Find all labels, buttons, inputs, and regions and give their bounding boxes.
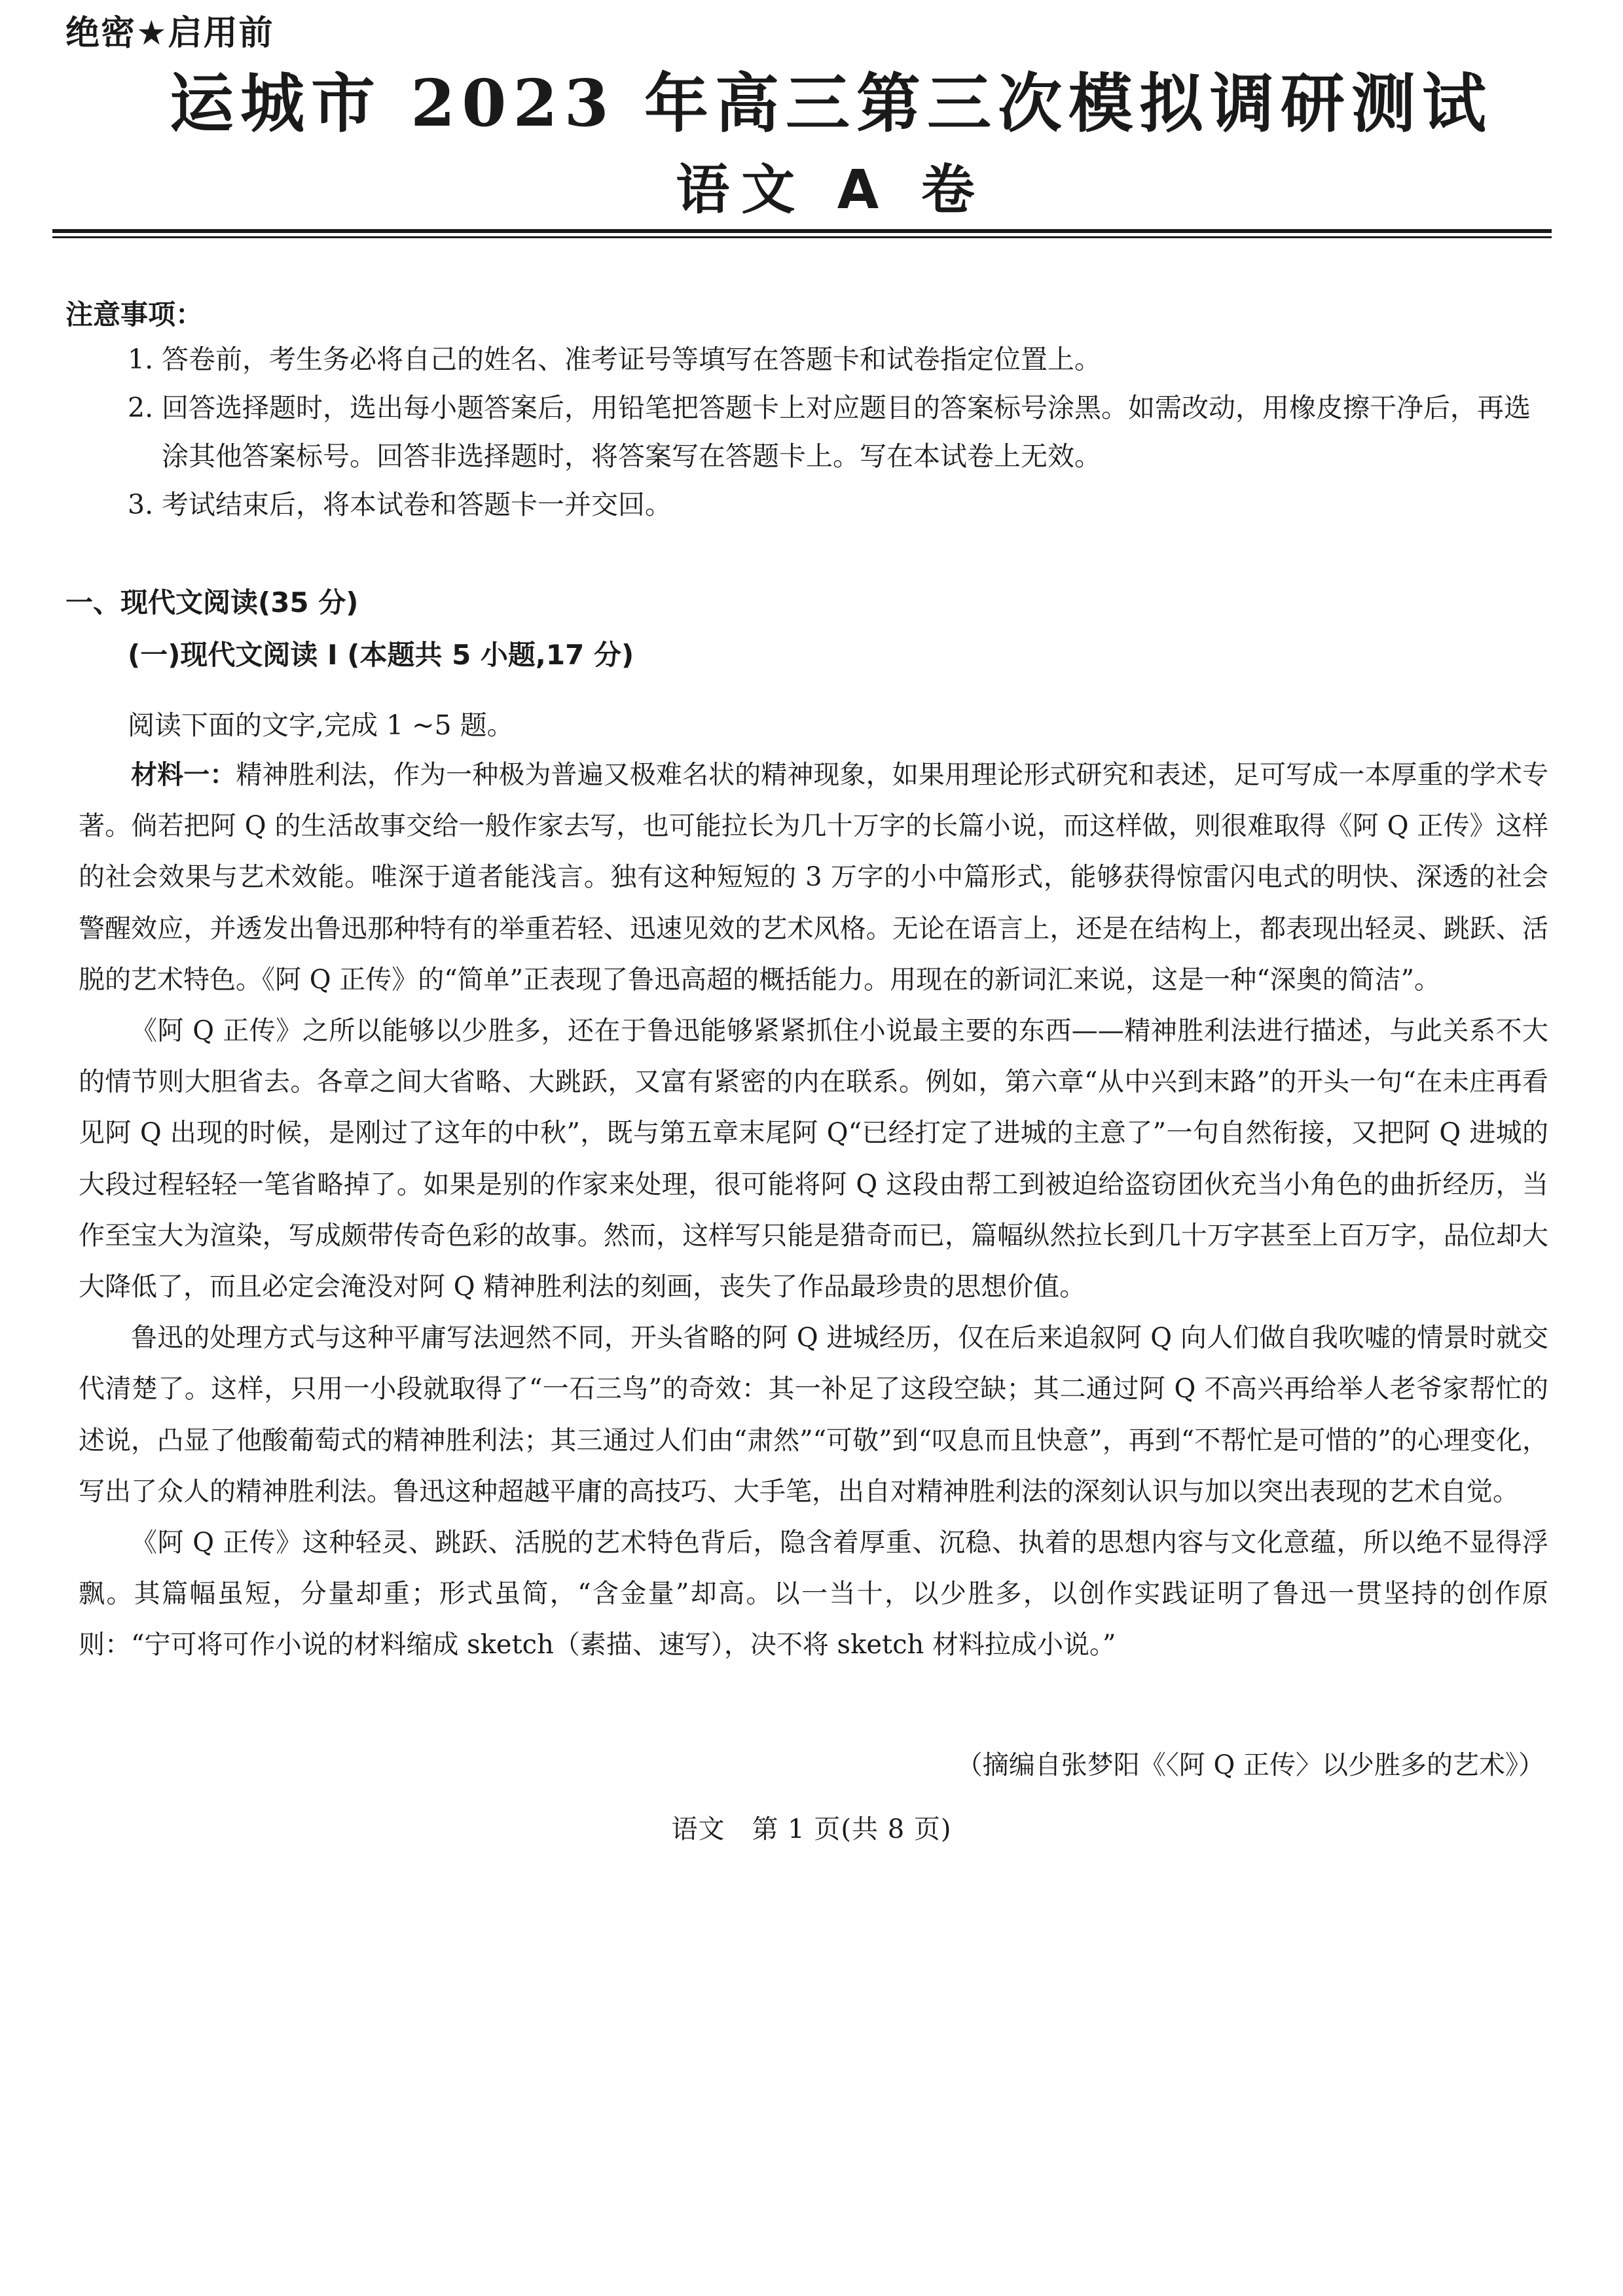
notice-item xyxy=(128,384,1548,480)
paragraph-text: 精神胜利法，作为一种极为普遍又极难名状的精神现象，如果用理论形式研究和表述，足可写成一本厚重的学术专著。倘若把阿 Q 的生活故事交给一般作家去写，也可能拉长为几十万字的长篇小说，而这样做，则很难取得《阿 Q 正传》这样的社会效果与艺术效能。唯深于道者能浅言。独有这种短短的 3 万字的小中篇形式，能够获得惊雷闪电式的明快、深透的社会警醒效应，并透发出鲁迅那种特有的举重若轻、迅速见效的艺术风格。无论在语言上，还是在结构上，都表现出轻灵、跳跃、活脱的艺术特色。《阿 Q 正传》的“简单”正表现了鲁迅高超的概括能力。用现在的新词汇来说，这是一种“深奥的简洁”。 xyxy=(79,760,1549,995)
notice-item-number: 2. xyxy=(128,392,154,423)
notice-item-number: 1. xyxy=(128,344,154,375)
exam-subtitle: 语文 A 卷 xyxy=(676,159,987,221)
divider-thin-line xyxy=(52,236,1552,238)
page-footer: 语文 第 1 页(共 8 页) xyxy=(671,1814,952,1844)
reading-instruction: 阅读下面的文字,完成 1 ~5 题。 xyxy=(128,709,514,741)
passage-paragraph: 《阿 Q 正传》这种轻灵、跳跃、活脱的艺术特色背后，隐含着厚重、沉稳、执着的思想内容与文化意蕴，所以绝不显得浮飘。其篇幅虽短，分量却重；形式虽简，“含金量”却高。以一当十，以少胜多，以创作实践证明了鲁迅一贯坚持的创作原则：“宁可将可作小说的材料缩成 sketch（素描、速写），决不将 sketch 材料拉成小说。” xyxy=(79,1528,1548,1660)
title-divider xyxy=(52,229,1552,242)
notice-item-number: 3. xyxy=(128,489,154,520)
material-passage xyxy=(79,749,1548,1671)
notice-item-text: 答卷前，考生务必将自己的姓名、准考证号等填写在答题卡和试卷指定位置上。 xyxy=(162,344,1101,375)
notice-item-text: 考试结束后，将本试卷和答题卡一并交回。 xyxy=(162,489,672,520)
passage-paragraph xyxy=(79,749,1548,1005)
section-heading: 一、现代文阅读(35 分) xyxy=(65,586,359,619)
material-label: 材料一： xyxy=(131,760,236,790)
confidential-label: 绝密★启用前 xyxy=(65,14,274,53)
passage-paragraph: 鲁迅的处理方式与这种平庸写法迥然不同，开头省略的阿 Q 进城经历，仅在后来追叙阿 Q 向人们做自我吹嘘的情景时就交代清楚了。这样，只用一小段就取得了“一石三鸟”的奇效：其一补足了这段空缺；其二通过阿 Q 不高兴再给举人老爷家帮忙的述说，凸显了他酸葡萄式的精神胜利法；其三通过人们由“肃然”“可敬”到“叹息而且快意”，再到“不帮忙是可惜的”的心理变化，写出了众人的精神胜利法。鲁迅这种超越平庸的高技巧、大手笔，出自对精神胜利法的深刻认识与加以突出表现的艺术自觉。 xyxy=(79,1323,1548,1507)
subsection-heading: (一)现代文阅读 I (本题共 5 小题,17 分) xyxy=(128,639,634,671)
divider-thick-line xyxy=(52,229,1552,233)
passage-source: （摘编自张梦阳《〈阿 Q 正传〉以少胜多的艺术》） xyxy=(956,1750,1544,1780)
notice-heading: 注意事项： xyxy=(65,298,204,331)
notice-item xyxy=(128,335,1548,384)
notice-list xyxy=(128,335,1548,529)
notice-item-text: 回答选择题时，选出每小题答案后，用铅笔把答题卡上对应题目的答案标号涂黑。如需改动，用橡皮擦干净后，再选涂其他答案标号。回答非选择题时，将答案写在答题卡上。写在本试卷上无效。 xyxy=(162,392,1531,472)
exam-title: 运城市 2023 年高三第三次模拟调研测试 xyxy=(170,66,1493,141)
passage-paragraph: 《阿 Q 正传》之所以能够以少胜多，还在于鲁迅能够紧紧抓住小说最主要的东西——精神胜利法进行描述，与此关系不大的情节则大胆省去。各章之间大省略、大跳跃，又富有紧密的内在联系。例如，第六章“从中兴到末路”的开头一句“在未庄再看见阿 Q 出现的时候，是刚过了这年的中秋”，既与第五章末尾阿 Q“已经打定了进城的主意了”一句自然衔接，又把阿 Q 进城的大段过程轻轻一笔省略掉了。如果是别的作家来处理，很可能将阿 Q 这段由帮工到被迫给盗窃团伙充当小角色的曲折经历，当作至宝大为渲染，写成颇带传奇色彩的故事。然而，这样写只能是猎奇而已，篇幅纵然拉长到几十万字甚至上百万字，品位却大大降低了，而且必定会淹没对阿 Q 精神胜利法的刻画，丧失了作品最珍贵的思想价值。 xyxy=(79,1016,1548,1302)
notice-item xyxy=(128,480,1548,529)
